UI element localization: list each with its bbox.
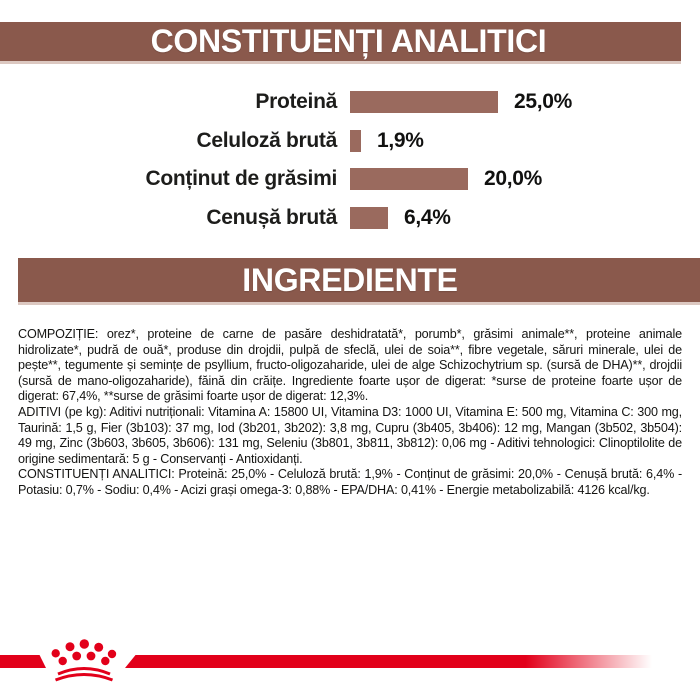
chart-row-crude-ash — [0, 203, 700, 233]
analytical-constituents-chart — [0, 87, 700, 241]
ingredients-title: INGREDIENTE — [242, 261, 458, 298]
ingredients-text-block — [18, 327, 682, 499]
chart-bar-protein — [350, 91, 498, 113]
chart-row-protein — [0, 87, 700, 117]
analytical-constituents-banner — [0, 22, 681, 64]
chart-bar-crude-cellulose — [350, 130, 361, 152]
chart-value-crude-ash: 6,4% — [404, 205, 451, 229]
analytical-constituents-title: CONSTITUENȚI ANALITICI — [150, 23, 547, 59]
additives-paragraph: ADITIVI (pe kg): Aditivi nutriționali: Vitamina A: 15800 UI, Vitamina D3: 1000 UI, Vitamina E: 500 mg, Vitamina C: 300 mg, Taurină: 1,5 g, Fier (3b103): 37 mg, Iod (3b201, 3b202): 3,8 mg, Cupru (3b405, 3b406): 12 mg, Mangan (3b502, 3b504): 49 mg, Zinc (3b603, 3b605, 3b606): 131 mg, Seleniu (3b801, 3b811, 3b812): 0,06 mg - Aditivi tehnologici: Clinoptilolite de origine sedimentară: 5 g - Conservanți - Antioxidanți. — [18, 404, 682, 466]
ingredients-banner — [18, 258, 700, 305]
chart-label-crude-cellulose: Celuloză brută — [196, 128, 337, 152]
chart-bar-crude-ash — [350, 207, 388, 229]
chart-label-crude-ash: Cenușă brută — [206, 205, 337, 229]
brand-stripe-right — [125, 655, 652, 668]
chart-label-fat-content: Conținut de grăsimi — [145, 167, 337, 191]
brand-stripe-left — [0, 655, 46, 668]
chart-row-fat-content — [0, 164, 700, 194]
chart-value-fat-content: 20,0% — [484, 167, 543, 191]
composition-paragraph: COMPOZIȚIE: orez*, proteine de carne de pasăre deshidratată*, porumb*, grăsimi animale**, proteine animale hidrolizate*, pudră de ouă*, produse din drojdii, pulpă de sfeclă, ulei de soia**, fibre vegetale, săruri minerale, ulei de pește**, tegumente și semințe de psyllium, fructo-oligozaharide, ulei de alge Schizochytrium sp. (sursă de DHA)**, drojdii (sursă de mano-oligozaharide), făină din crăițe. Ingrediente foarte ușor de digerat: *surse de proteine foarte ușor de digerat: 67,4%, **surse de grăsimi foarte ușor de digerat: 12,3%. — [18, 327, 682, 404]
chart-label-protein: Proteină — [255, 90, 337, 113]
chart-value-protein: 25,0% — [514, 90, 573, 113]
chart-value-crude-cellulose: 1,9% — [377, 128, 424, 152]
royal-canin-crown-icon — [49, 638, 117, 684]
chart-bar-fat-content — [350, 168, 468, 190]
analytical-constituents-paragraph: CONSTITUENȚI ANALITICI: Proteină: 25,0% - Celuloză brută: 1,9% - Conținut de grăsimi: 20,0% - Cenușă brută: 6,4% - Potasiu: 0,7% - Sodiu: 0,4% - Acizi grași omega-3: 0,88% - EPA/DHA: 0,41% - Energie metabolizabilă: 4126 kcal/kg. — [18, 467, 682, 497]
chart-row-crude-cellulose — [0, 126, 700, 156]
